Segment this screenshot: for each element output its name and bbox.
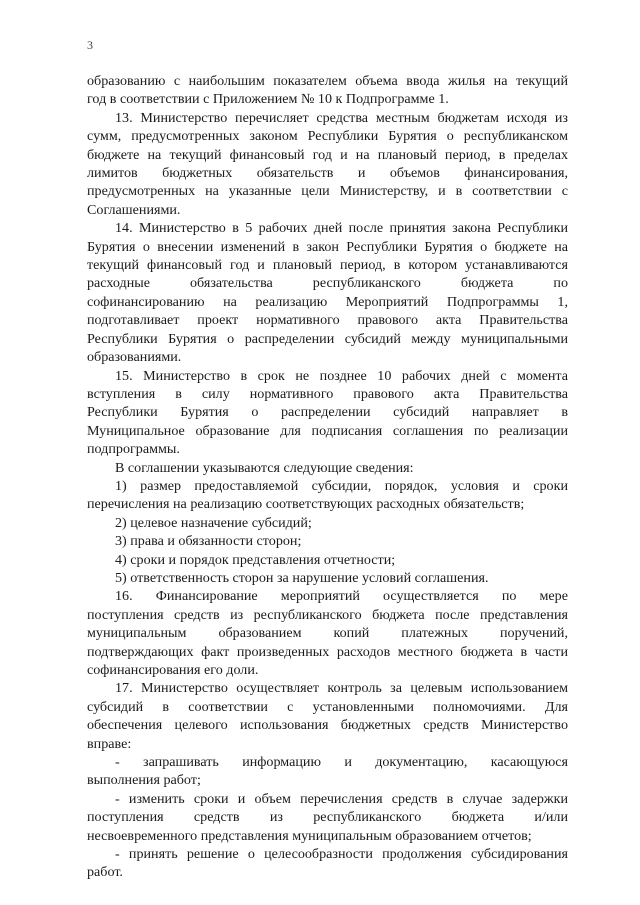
text-line: субсидий в соответствии с установленными полномочиями. Для [87, 698, 568, 715]
paragraph-15 [87, 367, 568, 459]
text-line: 16. Финансирование мероприятий осуществляется по мере [115, 588, 568, 605]
text-line: 17. Министерство осуществляет контроль за целевым использованием [115, 680, 568, 697]
list-item-3 [87, 532, 568, 550]
paragraph-16 [87, 587, 568, 679]
text-line: выполнения работ; [87, 772, 201, 789]
text-line: Соглашениями. [87, 201, 181, 218]
list-item-2 [87, 514, 568, 532]
list-item-1 [87, 477, 568, 514]
text-line: - принять решение о целесообразности продолжения субсидирования [115, 846, 568, 863]
text-line: муниципальным образованием копий платежных поручений, [87, 625, 568, 642]
text-line: 3) права и обязанности сторон; [115, 533, 302, 550]
text-line: 15. Министерство в срок не позднее 10 рабочих дней с момента [115, 367, 568, 384]
paragraph-13 [87, 109, 568, 219]
text-line: - запрашивать информацию и документацию, касающуюся [115, 754, 568, 771]
text-line: год в соответствии с Приложением № 10 к Подпрограмме 1. [87, 91, 449, 108]
text-line: подтверждающих факт произведенных расходов местного бюджета в части [87, 643, 568, 660]
text-line: сумм, предусмотренных законом Республики Бурятия о республиканском [87, 128, 568, 145]
text-line: перечисления на реализацию соответствующих расходных обязательств; [87, 496, 525, 513]
text-line: работ. [87, 864, 123, 881]
text-line: Муниципальное образование для подписания соглашения по реализации [87, 422, 568, 439]
text-line: расходные обязательства республиканского бюджета по [87, 275, 568, 292]
text-line: поступления средств из республиканского бюджета после представления [87, 606, 568, 623]
text-line: бюджете на текущий финансовый год и на плановый период, в пределах [87, 146, 568, 163]
text-line: обеспечения целевого использования бюджетных средств Министерство [87, 717, 568, 734]
document-body [87, 72, 568, 882]
text-line: лимитов бюджетных обязательств и объемов финансирования, [87, 165, 568, 182]
right-item-change-terms [87, 790, 568, 845]
text-line: Республики Бурятия о распределении субсидий между муниципальными [87, 330, 568, 347]
right-item-decision [87, 845, 568, 882]
text-line: вправе: [87, 735, 132, 752]
text-line: подпрограммы. [87, 441, 180, 458]
text-line: образованиями. [87, 349, 182, 366]
text-line: Республики Бурятия о распределении субсидий направляет в [87, 404, 568, 421]
text-line: поступления средств из республиканского бюджета и/или [87, 809, 568, 826]
text-line: - изменить сроки и объем перечисления средств в случае задержки [115, 790, 568, 807]
text-line: текущий финансовый год и плановый период, в котором устанавливаются [87, 257, 568, 274]
text-line: В соглашении указываются следующие сведения: [115, 459, 414, 476]
text-line: вступления в силу нормативного правового акта Правительства [87, 385, 568, 402]
text-line: 2) целевое назначение субсидий; [115, 514, 312, 531]
text-line: несвоевременного представления муниципальным образованием отчетов; [87, 827, 532, 844]
text-line: 5) ответственность сторон за нарушение условий соглашения. [115, 569, 489, 586]
text-line: софинансирования его доли. [87, 662, 259, 678]
paragraph-agreement-intro [87, 459, 568, 477]
text-line: предусмотренных на указанные цели Министерству, и в соответствии с [87, 183, 568, 200]
text-line: образованию с наибольшим показателем объема ввода жилья на текущий [87, 73, 568, 89]
list-item-4 [87, 551, 568, 569]
text-line: 4) сроки и порядок представления отчетности; [115, 551, 396, 568]
text-line: Бурятия о внесении изменений в закон Республики Бурятия о бюджете на [87, 238, 568, 255]
text-line: подготавливает проект нормативного правового акта Правительства [87, 312, 568, 329]
list-item-5 [87, 569, 568, 587]
text-line: 1) размер предоставляемой субсидии, порядок, условия и сроки [115, 477, 568, 494]
paragraph-14 [87, 219, 568, 366]
page-number: 3 [87, 38, 93, 52]
right-item-request-info [87, 753, 568, 790]
text-line: софинансированию на реализацию Мероприятий Подпрограммы 1, [87, 293, 568, 310]
text-line: 14. Министерство в 5 рабочих дней после принятия закона Республики [115, 220, 568, 237]
paragraph-continuation [87, 72, 568, 109]
paragraph-17 [87, 679, 568, 753]
text-line: 13. Министерство перечисляет средства местным бюджетам исходя из [115, 109, 568, 126]
